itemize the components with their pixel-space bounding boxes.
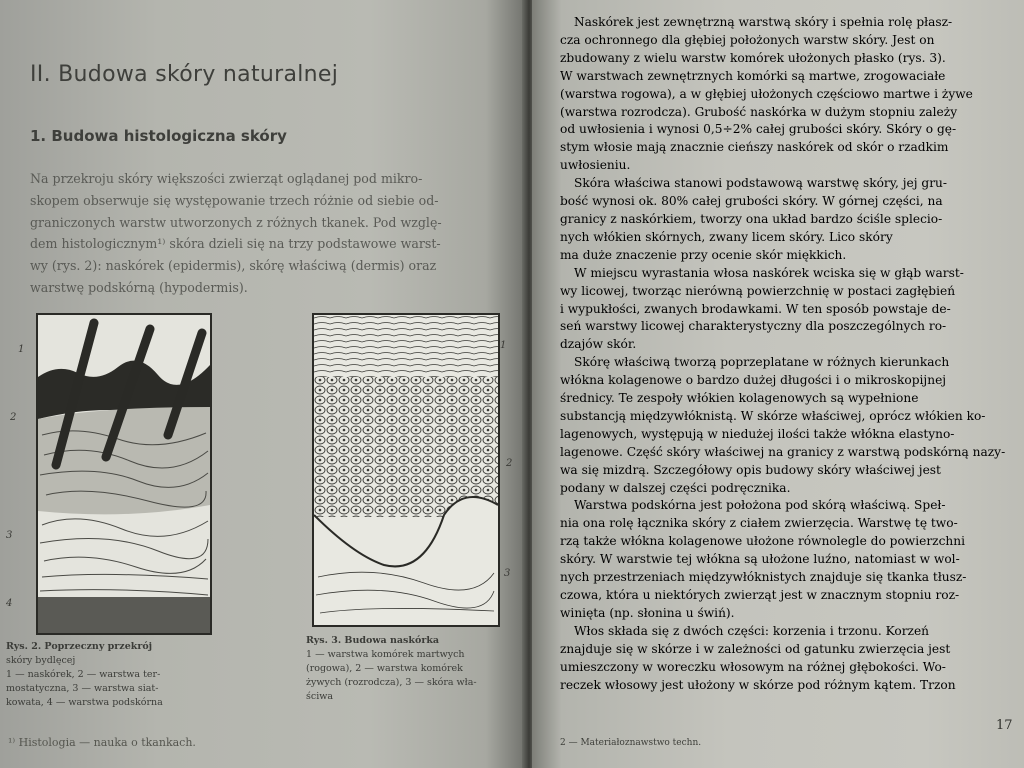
body-line: skóry. W warstwie tej włókna są ułożone luźno, natomiast w wol- [560, 552, 960, 567]
body-line: wa się mizdrą. Szczegółowy opis budowy skóry właściwej jest [560, 462, 941, 477]
body-line: dzajów skór. [560, 337, 637, 352]
body-line: włókna kolagenowe o bardzo dużej długości i o mikroskopijnej [560, 373, 947, 388]
figure2-caption [6, 640, 224, 710]
caption-line: (rogowa), 2 — warstwa komórek [306, 663, 463, 674]
right-footer: 2 — Materiałoznawstwo techn. [560, 738, 702, 748]
intro-paragraph [30, 168, 506, 299]
body-line: bość wynosi ok. 80% całej grubości skóry. W górnej części, na [560, 194, 943, 209]
body-line: (warstwa rozrodcza). Grubość naskórka w dużym stopniu zależy [560, 104, 958, 119]
fig2-label-1: 1 [18, 344, 25, 355]
intro-line: Na przekroju skóry większości zwierząt oglądanej pod mikro- [30, 171, 423, 186]
right-page-body [560, 14, 1006, 694]
body-line: W miejscu wyrastania włosa naskórek wciska się w głąb warst- [574, 265, 964, 280]
body-line: Warstwa podskórna jest położona pod skórą właściwą. Speł- [574, 498, 946, 513]
body-line: wy licowej, tworząc nierówną powierzchnię w postaci zagłębień [560, 283, 956, 298]
body-line: uwłosieniu. [560, 158, 631, 173]
body-line: i wypukłości, zwanych brodawkami. W ten sposób powstaje de- [560, 301, 951, 316]
caption-line: mostatyczna, 3 — warstwa siat- [6, 683, 159, 694]
fig3-label-3: 3 [504, 568, 511, 579]
body-line: lagenowe. Część skóry właściwej na granicy z warstwą podskórną nazy- [560, 444, 1006, 459]
epidermis-illustration [314, 315, 498, 625]
figure-epidermis-structure [312, 313, 500, 627]
intro-line: skopem obserwuje się występowanie trzech różnie od siebie od- [30, 192, 439, 208]
caption-line: kowata, 4 — warstwa podskórna [6, 697, 163, 708]
body-line: granicy z naskórkiem, tworzy ona układ bardzo ściśle splecio- [560, 211, 943, 226]
body-line: (warstwa rogowa), a w głębiej ułożonych częściowo martwe i żywe [560, 86, 973, 101]
chapter-title: II. Budowa skóry naturalnej [30, 62, 339, 87]
body-line: winięta (np. słonina u świń). [560, 605, 735, 620]
body-line: reczek włosowy jest ułożony w skórze pod różnym kątem. Trzon [560, 677, 956, 692]
body-line: Skóra właściwa stanowi podstawową warstwę skóry, jej gru- [574, 176, 947, 191]
body-line: stym włosie mają znacznie cieńszy naskórek od skór o rzadkim [560, 140, 949, 155]
intro-line: graniczonych warstw utworzonych z różnych tkanek. Pod wzglę- [30, 214, 442, 230]
caption-line: ściwa [306, 691, 334, 702]
body-line: Skórę właściwą tworzą poprzeplatane w różnych kierunkach [574, 355, 950, 370]
figure2-caption-title: Rys. 2. Poprzeczny przekrój [6, 641, 153, 652]
body-line: nia ona rolę łącznika skóry z ciałem zwierzęcia. Warstwę tę two- [560, 516, 958, 531]
fig2-label-4: 4 [6, 598, 13, 609]
figure-skin-cross-section [36, 313, 212, 635]
body-line: cza ochronnego dla głębiej położonych warstw skóry. Jest on [560, 32, 935, 47]
intro-line: dem histologicznym¹⁾ skóra dzieli się na trzy podstawowe warst- [30, 236, 441, 252]
body-line: lagenowych, występują w niedużej ilości także włókna elastyno- [560, 426, 955, 441]
body-line: Włos składa się z dwóch części: korzenia i trzonu. Korzeń [574, 623, 930, 638]
fig3-label-1: 1 [500, 340, 507, 351]
body-line: zbudowany z wielu warstw komórek ułożonych płasko (rys. 3). [560, 50, 946, 65]
body-line: nych przestrzeniach międzywłóknistych znajduje się tkanka tłusz- [560, 570, 967, 585]
fig2-label-3: 3 [6, 530, 13, 541]
fig2-label-2: 2 [10, 412, 17, 423]
body-line: rzą także włókna kolagenowe ułożone równolegle do powierzchni [560, 534, 966, 549]
body-line: W warstwach zewnętrznych komórki są martwe, zrogowaciałe [560, 68, 946, 83]
figure3-caption [306, 634, 514, 704]
figure3-caption-title: Rys. 3. Budowa naskórka [306, 635, 440, 646]
caption-line: 1 — naskórek, 2 — warstwa ter- [6, 669, 161, 680]
caption-line: 1 — warstwa komórek martwych [306, 649, 465, 660]
body-line: nych włókien skórnych, zwany licem skóry. Lico skóry [560, 229, 893, 244]
body-line: średnicy. Te zespoły włókien kolagenowych są wypełnione [560, 391, 919, 406]
caption-line: żywych (rozrodcza), 3 — skóra wła- [306, 677, 477, 688]
footnote: ¹⁾ Histologia — nauka o tkankach. [8, 736, 196, 749]
fig3-label-2: 2 [506, 458, 513, 469]
body-line: podany w dalszej części podręcznika. [560, 480, 791, 495]
body-line: Naskórek jest zewnętrzną warstwą skóry i spełnia rolę płasz- [574, 15, 953, 29]
section-title: 1. Budowa histologiczna skóry [30, 127, 287, 145]
page-number: 17 [996, 718, 1013, 733]
body-line: seń warstwy licowej charakterystyczny dla poszczególnych ro- [560, 319, 947, 334]
body-line: substancją międzywłóknistą. W skórze właściwej, oprócz włókien ko- [560, 408, 986, 423]
body-line: czowa, która u niektórych zwierząt jest w znacznym stopniu roz- [560, 588, 960, 602]
skin-cross-section-illustration [38, 315, 210, 633]
body-line: ma duże znaczenie przy ocenie skór miękkich. [560, 247, 847, 262]
body-line: umieszczony w woreczku włosowym na różnej głębokości. Wo- [560, 659, 946, 674]
intro-line: wy (rys. 2): naskórek (epidermis), skórę właściwą (dermis) oraz [30, 258, 437, 274]
body-line: znajduje się w skórze i w zależności od gatunku zwierzęcia jest [560, 641, 951, 656]
intro-line: warstwę podskórną (hypodermis). [30, 279, 248, 295]
body-line: od uwłosienia i wynosi 0,5÷2% całej grubości skóry. Skóry o gę- [560, 122, 957, 137]
caption-line: skóry bydlęcej [6, 655, 76, 666]
